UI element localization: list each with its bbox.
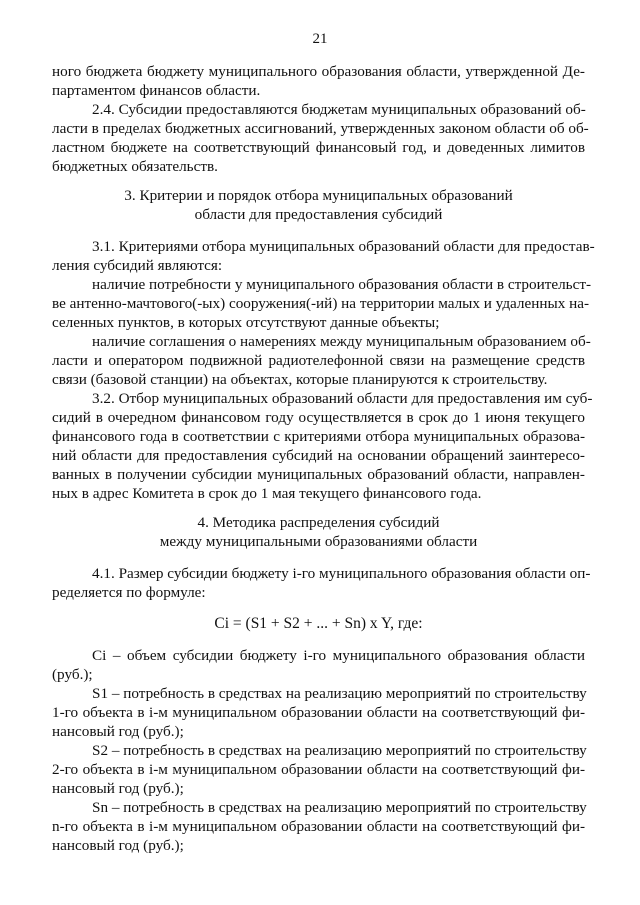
text-line: ласти и оператором подвижной радиотелефонной связи на размещение средств xyxy=(52,352,585,369)
text-line: (руб.); xyxy=(52,666,93,683)
text-line: сидий в очередном финансовом году осуществляется в срок до 1 июня текущего xyxy=(52,409,585,426)
text-line: нансовый год (руб.); xyxy=(52,723,184,740)
text-line: ластном бюджете на соответствующий финансовый год, и доведенных лимитов xyxy=(52,139,585,156)
section-heading: между муниципальными образованиями области xyxy=(159,533,478,550)
text-line: Ci – объем субсидии бюджету i-го муниципального образования области xyxy=(92,647,585,664)
text-line: нансовый год (руб.); xyxy=(52,780,184,797)
text-line: ления субсидий являются: xyxy=(52,257,223,274)
text-line: 2-го объекта в i-м муниципальном образовании области на соответствующий фи- xyxy=(52,761,585,778)
text-line: наличие потребности у муниципального образования области в строительст- xyxy=(92,276,592,293)
text-line: связи (базовой станции) на объектах, которые планируются к строительству. xyxy=(52,371,548,388)
page-number: 21 xyxy=(312,31,328,47)
text-line: ласти в пределах бюджетных ассигнований, утвержденных законом области об об- xyxy=(52,120,589,137)
text-line: Sn – потребность в средствах на реализацию мероприятий по строительству xyxy=(92,799,587,816)
text-line: селенных пунктов, в которых отсутствуют данные объекты; xyxy=(52,314,440,331)
text-line: наличие соглашения о намерениях между муниципальным образованием об- xyxy=(92,333,591,350)
text-line: ве антенно-мачтового(-ых) сооружения(-ий) на территории малых и удаленных на- xyxy=(52,295,590,312)
text-line: партаментом финансов области. xyxy=(52,82,261,99)
text-line: ний области для предоставления субсидий на основании обращений заинтересо- xyxy=(52,447,585,464)
section-heading: 3. Критерии и порядок отбора муниципальных образований xyxy=(124,187,513,204)
section-heading: 4. Методика распределения субсидий xyxy=(197,514,440,531)
section-heading: области для предоставления субсидий xyxy=(194,206,443,223)
text-line: ванных в получении субсидии муниципальных образований области, направлен- xyxy=(52,466,585,483)
text-line: бюджетных обязательств. xyxy=(52,158,218,175)
text-line: n-го объекта в i-м муниципальном образовании области на соответствующий фи- xyxy=(52,818,585,835)
text-line: 2.4. Субсидии предоставляются бюджетам муниципальных образований об- xyxy=(92,101,586,118)
text-line: ного бюджета бюджету муниципального образования области, утвержденной Де- xyxy=(52,63,585,80)
text-line: S2 – потребность в средствах на реализацию мероприятий по строительству xyxy=(92,742,587,759)
text-line: ределяется по формуле: xyxy=(52,584,206,601)
text-line: нансовый год (руб.); xyxy=(52,837,184,854)
formula: Ci = (S1 + S2 + ... + Sn) x Y, где: xyxy=(214,615,423,632)
text-line: финансового года в соответствии с критериями отбора муниципальных образова- xyxy=(52,428,585,445)
text-line: ных в адрес Комитета в срок до 1 мая текущего финансового года. xyxy=(52,485,482,502)
text-line: 1-го объекта в i-м муниципальном образовании области на соответствующий фи- xyxy=(52,704,585,721)
text-line: 3.2. Отбор муниципальных образований области для предоставления им суб- xyxy=(92,390,593,407)
text-line: S1 – потребность в средствах на реализацию мероприятий по строительству xyxy=(92,685,587,702)
text-line: 3.1. Критериями отбора муниципальных образований области для предостав- xyxy=(92,238,595,255)
text-line: 4.1. Размер субсидии бюджету i-го муниципального образования области оп- xyxy=(92,565,591,582)
